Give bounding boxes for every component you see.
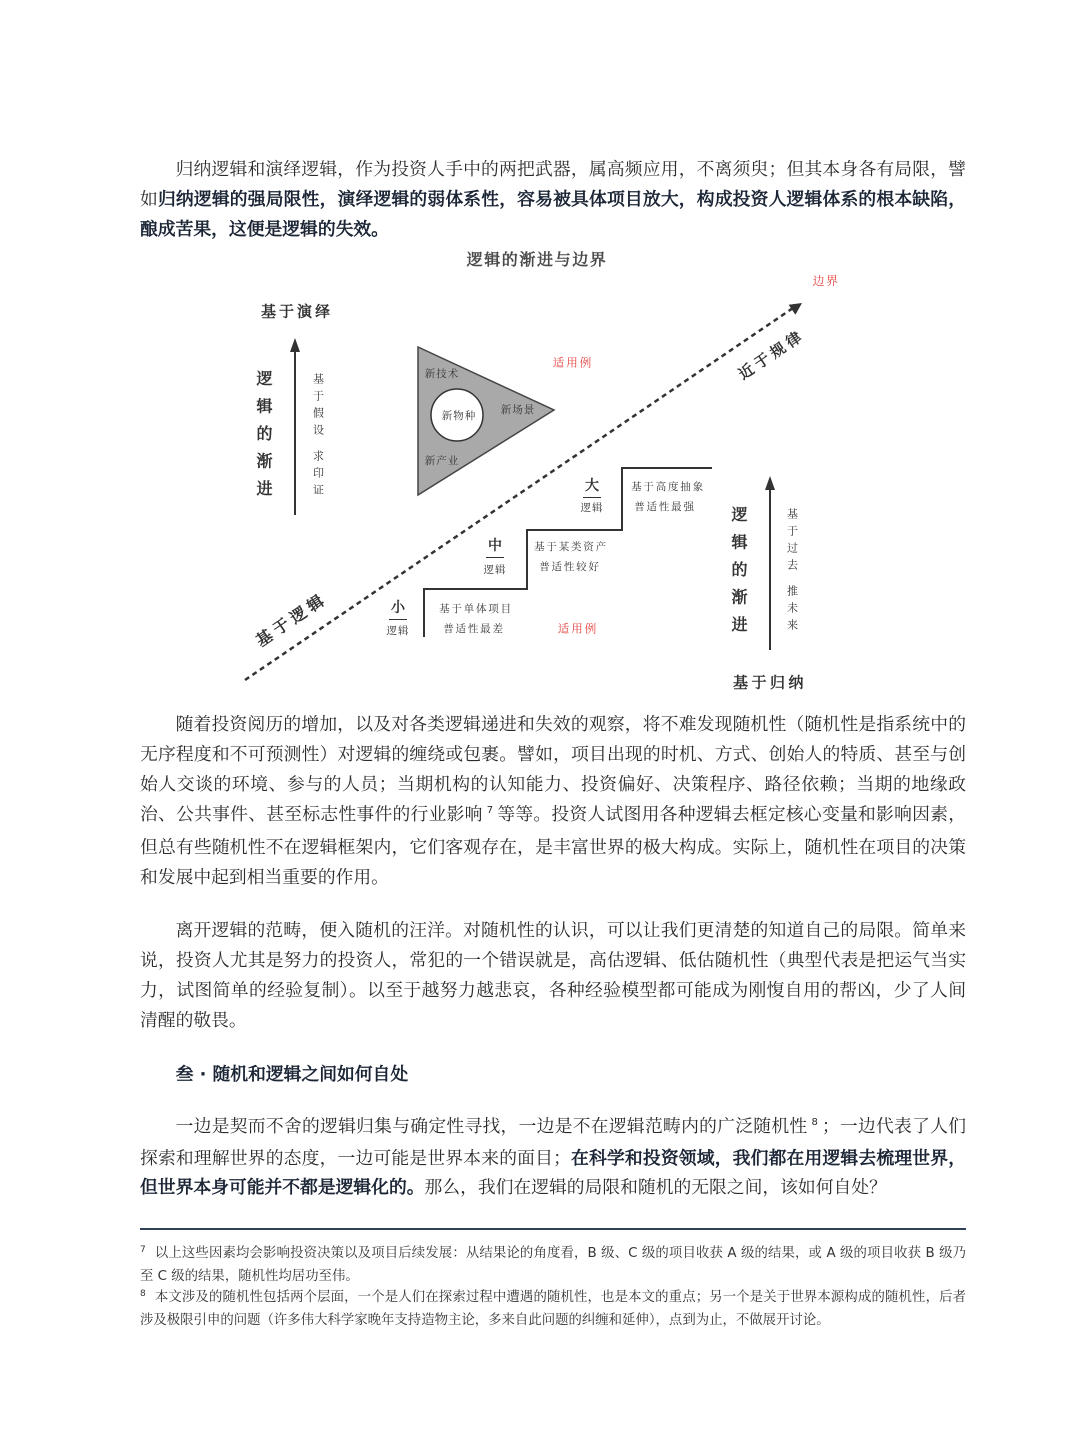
triangle-label-technology: 新技术 xyxy=(424,367,460,380)
left-axis-arrowhead xyxy=(290,338,300,352)
left-progression-label: 逻辑的渐进 xyxy=(254,370,273,508)
footnote-text: 以上这些因素均会影响投资决策以及项目后续发展：从结果论的角度看，B 级、C 级的项目收获 A 级的结果，或 A 级的项目收获 B 级乃至 C 级的结果，随机性均居功至伟。 xyxy=(140,1245,966,1284)
paragraph-text: 离开逻辑的范畴，便入随机的汪洋。对随机性的认识，可以让我们更清楚的知道自己的局限。简单来说，投资人尤其是努力的投资人，常犯的一个错误就是，高估逻辑、低估随机性（典型代表是把运气当实力，试图简单的经验复制）。以至于越努力越悲哀，各种经验模型都可能成为刚愎自用的帮凶，少了人间清醒的敬畏。 xyxy=(140,920,966,1031)
footnote-number: 8 xyxy=(140,1288,146,1299)
left-note-hypothesis: 基于假设 xyxy=(311,372,325,441)
step-small-size-char: 小 xyxy=(389,600,407,620)
step-large-applicability: 普适性最强 xyxy=(634,500,696,513)
paragraph-text: ；一边代表了人们探索和理解世界的态度，一边可能是世界本来的面目； xyxy=(140,1116,966,1169)
diagonal-lower-label: 基于逻辑 xyxy=(252,588,332,651)
triangle-label-species: 新物种 xyxy=(441,409,477,422)
triangle-label-industry: 新产业 xyxy=(424,454,460,467)
step-medium-size xyxy=(486,537,504,553)
footnote-reference: 7 xyxy=(486,805,494,816)
footnote-text: 本文涉及的随机性包括两个层面，一个是人们在探索过程中遭遇的随机性，也是本文的重点；另一个是关于世界本源构成的随机性，后者涉及极限引申的问题（许多伟大科学家晚年支持造物主论，多来自此问题的纠缠和延伸），点到为止，不做展开讨论。 xyxy=(140,1289,966,1328)
diagram-graphic xyxy=(0,0,1080,720)
footnotes xyxy=(140,1243,966,1331)
paragraph-randomness xyxy=(140,710,966,893)
induction-label: 基于归纳 xyxy=(732,673,808,692)
step-large-size-char: 大 xyxy=(583,478,601,498)
paragraph-bold-text: 归纳逻辑的强局限性，演绎逻辑的弱体系性，容易被具体项目放大，构成投资人逻辑体系的根本缺陷，酿成苦果，这便是逻辑的失效。 xyxy=(140,189,966,240)
paragraph-beyond-logic xyxy=(140,916,966,1036)
boundary-label: 边界 xyxy=(812,274,840,288)
right-note-past: 基于过去 xyxy=(785,507,799,576)
footnote-reference: 8 xyxy=(811,1117,818,1128)
paragraph-text: 一边是契而不舍的逻辑归集与确定性寻找，一边是不在逻辑范畴内的广泛随机性 xyxy=(175,1116,808,1137)
footnote-7 xyxy=(140,1243,966,1287)
right-progression-label: 逻辑的渐进 xyxy=(729,506,748,644)
step-large-size xyxy=(583,477,601,493)
paragraph-text: 那么，我们在逻辑的局限和随机的无限之间，该如何自处？ xyxy=(424,1177,887,1198)
step-small-size xyxy=(389,599,407,615)
step-large-suffix: 逻辑 xyxy=(580,501,604,514)
triangle-example-label: 适用例 xyxy=(552,355,594,370)
step-small-suffix: 逻辑 xyxy=(386,624,410,637)
paragraph-text: 归纳逻辑和演绎逻辑，作为投资人手中的两把武器，属高频应用，不离须臾；但其本身各有局限，譬如 xyxy=(140,159,966,210)
step-medium-applicability: 普适性较好 xyxy=(539,560,601,573)
step-small-basis: 基于单体项目 xyxy=(439,602,513,615)
section-heading: 叁 · 随机和逻辑之间如何自处 xyxy=(175,1064,409,1085)
footnote-number: 7 xyxy=(140,1244,146,1255)
paragraph-coexistence xyxy=(140,1112,966,1202)
step-medium-basis: 基于某类资产 xyxy=(534,540,608,553)
steps-example-label: 适用例 xyxy=(557,621,599,636)
main-column xyxy=(140,710,966,1331)
paragraph-text: 等等。投资人试图用各种逻辑去框定核心变量和影响因素，但总有些随机性不在逻辑框架内，它们客观存在，是丰富世界的极大构成。实际上，随机性在项目的决策和发展中起到相当重要的作用。 xyxy=(140,804,966,888)
step-large-basis: 基于高度抽象 xyxy=(631,480,705,493)
step-small-applicability: 普适性最差 xyxy=(443,622,505,635)
diagram-title: 逻辑的渐进与边界 xyxy=(466,250,608,269)
left-note-verify: 求印证 xyxy=(311,449,325,501)
paragraph-text: 随着投资阅历的增加，以及对各类逻辑递进和失效的观察，将不难发现随机性（随机性是指系统中的无序程度和不可预测性）对逻辑的缠绕或包裹。譬如，项目出现的时机、方式、创始人的特质、甚至与创始人交谈的环境、参与的人员；当期机构的认知能力、投资偏好、决策程序、路径依赖；当期的地缘政治、公共事件、甚至标志性事件的行业影响 xyxy=(140,714,966,825)
footnote-divider xyxy=(140,1228,966,1230)
right-axis-arrowhead xyxy=(765,476,775,490)
deduction-label: 基于演绎 xyxy=(260,302,334,321)
diagonal-dashed-line xyxy=(245,308,793,680)
diagonal-upper-label: 近于规律 xyxy=(735,325,809,384)
step-medium-size-char: 中 xyxy=(486,538,504,558)
paragraph-bold-text: 在科学和投资领域，我们都在用逻辑去梳理世界，但世界本身可能并不都是逻辑化的。 xyxy=(140,1148,966,1198)
triangle-label-scenario: 新场景 xyxy=(500,403,536,416)
right-note-future: 推未来 xyxy=(785,584,799,636)
step-medium-suffix: 逻辑 xyxy=(483,563,507,576)
footnote-8 xyxy=(140,1287,966,1331)
